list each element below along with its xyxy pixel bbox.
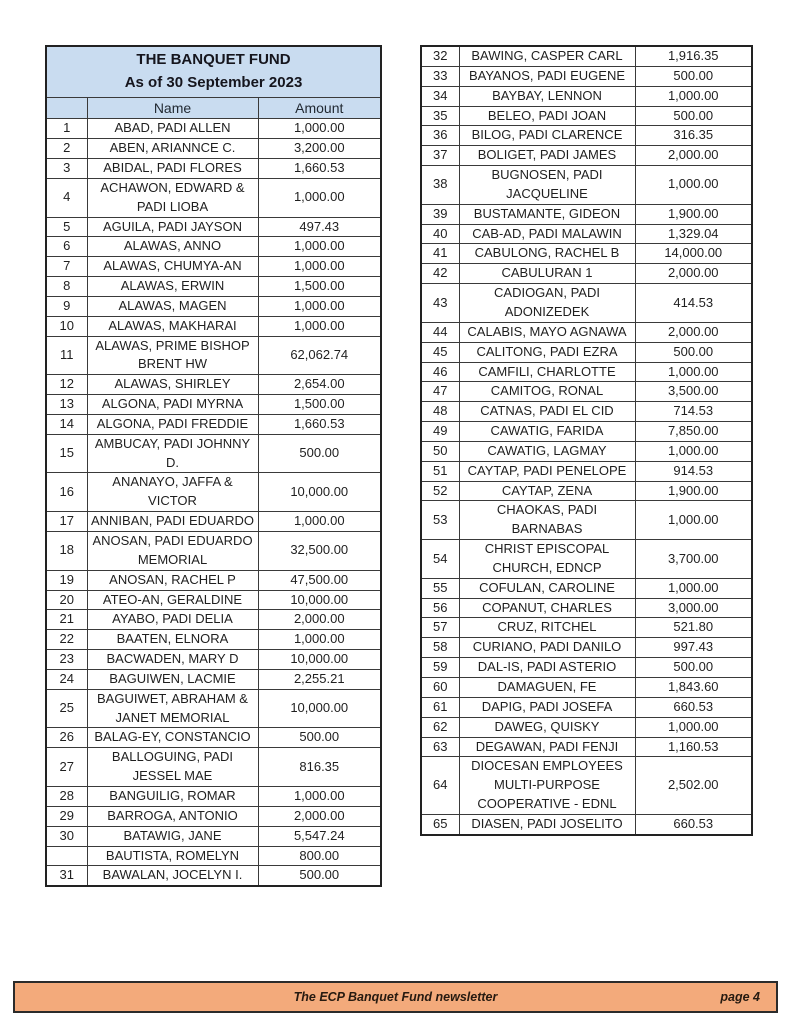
row-number-cell: 50: [421, 441, 459, 461]
row-number-cell: 18: [46, 532, 87, 571]
row-number-cell: 6: [46, 237, 87, 257]
row-number-cell: 52: [421, 481, 459, 501]
donor-name-cell: BAUTISTA, ROMELYN: [87, 846, 258, 866]
amount-cell: 10,000.00: [258, 590, 381, 610]
amount-cell: 816.35: [258, 748, 381, 787]
amount-cell: 10,000.00: [258, 650, 381, 670]
donor-name-cell: CAMFILI, CHARLOTTE: [459, 362, 635, 382]
donor-name-cell: COFULAN, CAROLINE: [459, 578, 635, 598]
amount-cell: 521.80: [635, 618, 752, 638]
donor-name-cell: BACWADEN, MARY D: [87, 650, 258, 670]
amount-cell: 660.53: [635, 697, 752, 717]
row-number-cell: 26: [46, 728, 87, 748]
donor-name-cell: ANNIBAN, PADI EDUARDO: [87, 512, 258, 532]
donor-name-cell: ALAWAS, SHIRLEY: [87, 375, 258, 395]
footer-page-number: page 4: [720, 990, 760, 1004]
table-row: [46, 395, 381, 415]
amount-cell: 800.00: [258, 846, 381, 866]
donor-name-cell: CABULONG, RACHEL B: [459, 244, 635, 264]
row-number-cell: 22: [46, 630, 87, 650]
amount-cell: 1,500.00: [258, 395, 381, 415]
donor-name-cell: BAYBAY, LENNON: [459, 86, 635, 106]
amount-cell: 1,000.00: [258, 178, 381, 217]
donor-name-cell: CABULURAN 1: [459, 264, 635, 284]
row-number-cell: 10: [46, 316, 87, 336]
donor-name-cell: CRUZ, RITCHEL: [459, 618, 635, 638]
row-number-cell: 11: [46, 336, 87, 375]
table-row: [46, 217, 381, 237]
amount-cell: 500.00: [258, 866, 381, 886]
row-number-cell: 1: [46, 119, 87, 139]
donor-name-cell: CAYTAP, ZENA: [459, 481, 635, 501]
table-row: [46, 158, 381, 178]
donor-name-cell: ABIDAL, PADI FLORES: [87, 158, 258, 178]
row-number-cell: 38: [421, 166, 459, 205]
row-number-cell: 54: [421, 540, 459, 579]
column-header-name: Name: [87, 98, 258, 119]
table-row: [46, 375, 381, 395]
table-row: [421, 46, 752, 66]
amount-cell: 1,000.00: [635, 501, 752, 540]
amount-cell: 1,000.00: [258, 630, 381, 650]
row-number-cell: 27: [46, 748, 87, 787]
footer-newsletter-title: The ECP Banquet Fund newsletter: [293, 990, 498, 1004]
row-number-cell: 28: [46, 786, 87, 806]
amount-cell: 316.35: [635, 126, 752, 146]
donor-name-cell: BOLIGET, PADI JAMES: [459, 146, 635, 166]
table-row: [46, 139, 381, 159]
row-number-cell: 34: [421, 86, 459, 106]
banquet-fund-table-right: [420, 45, 753, 836]
table-title-row: [46, 46, 381, 98]
donor-name-cell: CATNAS, PADI EL CID: [459, 402, 635, 422]
row-number-cell: 59: [421, 658, 459, 678]
donor-name-cell: CHAOKAS, PADI BARNABAS: [459, 501, 635, 540]
table-row: [421, 658, 752, 678]
table-row: [46, 669, 381, 689]
table-body-right: [421, 46, 752, 835]
table-header-row: [46, 98, 381, 119]
table-row: [46, 866, 381, 886]
row-number-cell: 55: [421, 578, 459, 598]
row-number-cell: 33: [421, 66, 459, 86]
table-row: [46, 806, 381, 826]
amount-cell: 14,000.00: [635, 244, 752, 264]
row-number-cell: 7: [46, 257, 87, 277]
amount-cell: 1,000.00: [258, 786, 381, 806]
row-number-cell: 2: [46, 139, 87, 159]
table-row: [46, 532, 381, 571]
amount-cell: 2,255.21: [258, 669, 381, 689]
row-number-cell: 60: [421, 678, 459, 698]
table-row: [421, 441, 752, 461]
row-number-cell: 47: [421, 382, 459, 402]
donor-name-cell: DAPIG, PADI JOSEFA: [459, 697, 635, 717]
table-row: [46, 296, 381, 316]
donor-name-cell: ALGONA, PADI MYRNA: [87, 395, 258, 415]
table-row: [46, 237, 381, 257]
donor-name-cell: BUGNOSEN, PADI JACQUELINE: [459, 166, 635, 205]
donor-name-cell: DAL-IS, PADI ASTERIO: [459, 658, 635, 678]
amount-cell: 2,502.00: [635, 757, 752, 815]
amount-cell: 1,000.00: [258, 119, 381, 139]
amount-cell: 1,000.00: [258, 512, 381, 532]
table-row: [421, 638, 752, 658]
donor-name-cell: BALAG-EY, CONSTANCIO: [87, 728, 258, 748]
column-header-number: [46, 98, 87, 119]
amount-cell: 914.53: [635, 461, 752, 481]
amount-cell: 414.53: [635, 284, 752, 323]
row-number-cell: 19: [46, 570, 87, 590]
donor-name-cell: CAYTAP, PADI PENELOPE: [459, 461, 635, 481]
row-number-cell: 62: [421, 717, 459, 737]
table-row: [46, 689, 381, 728]
amount-cell: 997.43: [635, 638, 752, 658]
table-row: [46, 846, 381, 866]
amount-cell: 1,000.00: [258, 237, 381, 257]
table-row: [421, 224, 752, 244]
donor-name-cell: BARROGA, ANTONIO: [87, 806, 258, 826]
table-row: [46, 277, 381, 297]
row-number-cell: 49: [421, 422, 459, 442]
donor-name-cell: ALAWAS, MAGEN: [87, 296, 258, 316]
donor-name-cell: BAWALAN, JOCELYN I.: [87, 866, 258, 886]
donor-name-cell: CALABIS, MAYO AGNAWA: [459, 322, 635, 342]
amount-cell: 62,062.74: [258, 336, 381, 375]
table-row: [46, 570, 381, 590]
table-row: [421, 382, 752, 402]
donor-name-cell: CAMITOG, RONAL: [459, 382, 635, 402]
table-row: [46, 119, 381, 139]
row-number-cell: 57: [421, 618, 459, 638]
amount-cell: 500.00: [258, 434, 381, 473]
row-number-cell: 43: [421, 284, 459, 323]
donor-name-cell: AGUILA, PADI JAYSON: [87, 217, 258, 237]
table-title-line2: As of 30 September 2023: [124, 73, 303, 91]
row-number-cell: 24: [46, 669, 87, 689]
table-row: [421, 66, 752, 86]
amount-cell: 7,850.00: [635, 422, 752, 442]
row-number-cell: 64: [421, 757, 459, 815]
row-number-cell: 40: [421, 224, 459, 244]
table-row: [421, 204, 752, 224]
donor-name-cell: BAYANOS, PADI EUGENE: [459, 66, 635, 86]
row-number-cell: 9: [46, 296, 87, 316]
amount-cell: 5,547.24: [258, 826, 381, 846]
row-number-cell: 25: [46, 689, 87, 728]
donor-name-cell: BALLOGUING, PADI JESSEL MAE: [87, 748, 258, 787]
row-number-cell: 65: [421, 814, 459, 834]
table-row: [421, 362, 752, 382]
amount-cell: 714.53: [635, 402, 752, 422]
table-row: [421, 598, 752, 618]
donor-name-cell: BANGUILIG, ROMAR: [87, 786, 258, 806]
row-number-cell: 17: [46, 512, 87, 532]
table-row: [421, 678, 752, 698]
amount-cell: 1,500.00: [258, 277, 381, 297]
donor-name-cell: COPANUT, CHARLES: [459, 598, 635, 618]
donor-name-cell: ANOSAN, RACHEL P: [87, 570, 258, 590]
donor-name-cell: ATEO-AN, GERALDINE: [87, 590, 258, 610]
donor-name-cell: BAWING, CASPER CARL: [459, 46, 635, 66]
row-number-cell: 58: [421, 638, 459, 658]
donor-name-cell: BELEO, PADI JOAN: [459, 106, 635, 126]
table-row: [421, 284, 752, 323]
donor-name-cell: DAWEG, QUISKY: [459, 717, 635, 737]
table-row: [46, 414, 381, 434]
donor-name-cell: CAB-AD, PADI MALAWIN: [459, 224, 635, 244]
row-number-cell: 5: [46, 217, 87, 237]
donor-name-cell: ANOSAN, PADI EDUARDO MEMORIAL: [87, 532, 258, 571]
row-number-cell: 29: [46, 806, 87, 826]
table-row: [421, 244, 752, 264]
table-row: [421, 86, 752, 106]
table-row: [421, 717, 752, 737]
row-number-cell: 51: [421, 461, 459, 481]
row-number-cell: 32: [421, 46, 459, 66]
amount-cell: 1,329.04: [635, 224, 752, 244]
table-row: [421, 481, 752, 501]
table-title: [46, 46, 381, 98]
row-number-cell: [46, 846, 87, 866]
amount-cell: 1,900.00: [635, 481, 752, 501]
donor-name-cell: ACHAWON, EDWARD & PADI LIOBA: [87, 178, 258, 217]
table-row: [421, 422, 752, 442]
table-title-line1: THE BANQUET FUND: [136, 51, 291, 68]
amount-cell: 10,000.00: [258, 473, 381, 512]
amount-cell: 1,000.00: [635, 362, 752, 382]
row-number-cell: 45: [421, 342, 459, 362]
table-row: [46, 590, 381, 610]
donor-name-cell: AMBUCAY, PADI JOHNNY D.: [87, 434, 258, 473]
table-row: [421, 126, 752, 146]
table-row: [46, 473, 381, 512]
amount-cell: 500.00: [635, 66, 752, 86]
amount-cell: 660.53: [635, 814, 752, 834]
row-number-cell: 8: [46, 277, 87, 297]
table-row: [46, 786, 381, 806]
table-row: [46, 512, 381, 532]
donor-name-cell: AYABO, PADI DELIA: [87, 610, 258, 630]
table-row: [421, 501, 752, 540]
amount-cell: 1,660.53: [258, 158, 381, 178]
amount-cell: 1,000.00: [258, 296, 381, 316]
row-number-cell: 53: [421, 501, 459, 540]
table-row: [46, 434, 381, 473]
donor-name-cell: BAATEN, ELNORA: [87, 630, 258, 650]
donor-name-cell: ABEN, ARIANNCE C.: [87, 139, 258, 159]
donor-name-cell: BAGUIWET, ABRAHAM & JANET MEMORIAL: [87, 689, 258, 728]
donor-name-cell: CHRIST EPISCOPAL CHURCH, EDNCP: [459, 540, 635, 579]
donor-name-cell: CADIOGAN, PADI ADONIZEDEK: [459, 284, 635, 323]
amount-cell: 2,000.00: [258, 610, 381, 630]
donor-name-cell: BUSTAMANTE, GIDEON: [459, 204, 635, 224]
row-number-cell: 14: [46, 414, 87, 434]
amount-cell: 3,200.00: [258, 139, 381, 159]
amount-cell: 3,500.00: [635, 382, 752, 402]
donor-name-cell: CAWATIG, FARIDA: [459, 422, 635, 442]
row-number-cell: 16: [46, 473, 87, 512]
row-number-cell: 13: [46, 395, 87, 415]
banquet-fund-table-left: [45, 45, 382, 887]
donor-name-cell: DAMAGUEN, FE: [459, 678, 635, 698]
amount-cell: 1,000.00: [258, 316, 381, 336]
table-row: [46, 748, 381, 787]
amount-cell: 2,000.00: [258, 806, 381, 826]
newsletter-footer: [13, 981, 778, 1013]
donor-name-cell: DEGAWAN, PADI FENJI: [459, 737, 635, 757]
table-row: [421, 540, 752, 579]
row-number-cell: 3: [46, 158, 87, 178]
table-row: [421, 461, 752, 481]
row-number-cell: 31: [46, 866, 87, 886]
amount-cell: 500.00: [635, 106, 752, 126]
row-number-cell: 35: [421, 106, 459, 126]
amount-cell: 500.00: [635, 342, 752, 362]
row-number-cell: 61: [421, 697, 459, 717]
table-row: [421, 618, 752, 638]
donor-name-cell: ALAWAS, PRIME BISHOP BRENT HW: [87, 336, 258, 375]
donor-name-cell: BILOG, PADI CLARENCE: [459, 126, 635, 146]
donor-name-cell: BAGUIWEN, LACMIE: [87, 669, 258, 689]
amount-cell: 2,000.00: [635, 264, 752, 284]
amount-cell: 1,000.00: [635, 166, 752, 205]
table-row: [421, 166, 752, 205]
amount-cell: 500.00: [635, 658, 752, 678]
amount-cell: 1,843.60: [635, 678, 752, 698]
table-row: [421, 578, 752, 598]
amount-cell: 1,160.53: [635, 737, 752, 757]
amount-cell: 1,900.00: [635, 204, 752, 224]
table-row: [421, 402, 752, 422]
table-row: [46, 650, 381, 670]
amount-cell: 1,000.00: [635, 578, 752, 598]
row-number-cell: 44: [421, 322, 459, 342]
donor-name-cell: ALAWAS, ERWIN: [87, 277, 258, 297]
amount-cell: 10,000.00: [258, 689, 381, 728]
row-number-cell: 4: [46, 178, 87, 217]
amount-cell: 500.00: [258, 728, 381, 748]
donor-name-cell: CALITONG, PADI EZRA: [459, 342, 635, 362]
amount-cell: 497.43: [258, 217, 381, 237]
table-row: [421, 342, 752, 362]
table-body-left: [46, 119, 381, 886]
table-row: [46, 728, 381, 748]
amount-cell: 47,500.00: [258, 570, 381, 590]
table-row: [46, 257, 381, 277]
table-row: [421, 737, 752, 757]
row-number-cell: 36: [421, 126, 459, 146]
amount-cell: 1,916.35: [635, 46, 752, 66]
table-row: [421, 697, 752, 717]
row-number-cell: 12: [46, 375, 87, 395]
amount-cell: 2,000.00: [635, 322, 752, 342]
donor-name-cell: ANANAYO, JAFFA & VICTOR: [87, 473, 258, 512]
amount-cell: 1,000.00: [635, 717, 752, 737]
column-header-amount: Amount: [258, 98, 381, 119]
row-number-cell: 42: [421, 264, 459, 284]
row-number-cell: 41: [421, 244, 459, 264]
table-row: [46, 336, 381, 375]
donor-name-cell: BATAWIG, JANE: [87, 826, 258, 846]
table-row: [46, 610, 381, 630]
row-number-cell: 39: [421, 204, 459, 224]
donor-name-cell: ABAD, PADI ALLEN: [87, 119, 258, 139]
amount-cell: 3,000.00: [635, 598, 752, 618]
row-number-cell: 63: [421, 737, 459, 757]
table-row: [421, 322, 752, 342]
row-number-cell: 46: [421, 362, 459, 382]
table-row: [421, 106, 752, 126]
amount-cell: 2,654.00: [258, 375, 381, 395]
row-number-cell: 21: [46, 610, 87, 630]
amount-cell: 3,700.00: [635, 540, 752, 579]
donor-name-cell: DIASEN, PADI JOSELITO: [459, 814, 635, 834]
table-row: [421, 264, 752, 284]
donor-name-cell: ALGONA, PADI FREDDIE: [87, 414, 258, 434]
table-row: [421, 146, 752, 166]
amount-cell: 1,000.00: [635, 441, 752, 461]
donor-name-cell: CAWATIG, LAGMAY: [459, 441, 635, 461]
donor-name-cell: ALAWAS, ANNO: [87, 237, 258, 257]
row-number-cell: 23: [46, 650, 87, 670]
table-row: [46, 826, 381, 846]
row-number-cell: 48: [421, 402, 459, 422]
table-row: [421, 757, 752, 815]
row-number-cell: 37: [421, 146, 459, 166]
donor-name-cell: CURIANO, PADI DANILO: [459, 638, 635, 658]
amount-cell: 1,000.00: [258, 257, 381, 277]
amount-cell: 2,000.00: [635, 146, 752, 166]
table-row: [421, 814, 752, 834]
table-row: [46, 178, 381, 217]
table-row: [46, 316, 381, 336]
row-number-cell: 56: [421, 598, 459, 618]
table-row: [46, 630, 381, 650]
donor-name-cell: DIOCESAN EMPLOYEES MULTI-PURPOSE COOPERATIVE - EDNL: [459, 757, 635, 815]
amount-cell: 32,500.00: [258, 532, 381, 571]
amount-cell: 1,660.53: [258, 414, 381, 434]
donor-name-cell: ALAWAS, MAKHARAI: [87, 316, 258, 336]
donor-name-cell: ALAWAS, CHUMYA-AN: [87, 257, 258, 277]
row-number-cell: 30: [46, 826, 87, 846]
amount-cell: 1,000.00: [635, 86, 752, 106]
row-number-cell: 20: [46, 590, 87, 610]
row-number-cell: 15: [46, 434, 87, 473]
